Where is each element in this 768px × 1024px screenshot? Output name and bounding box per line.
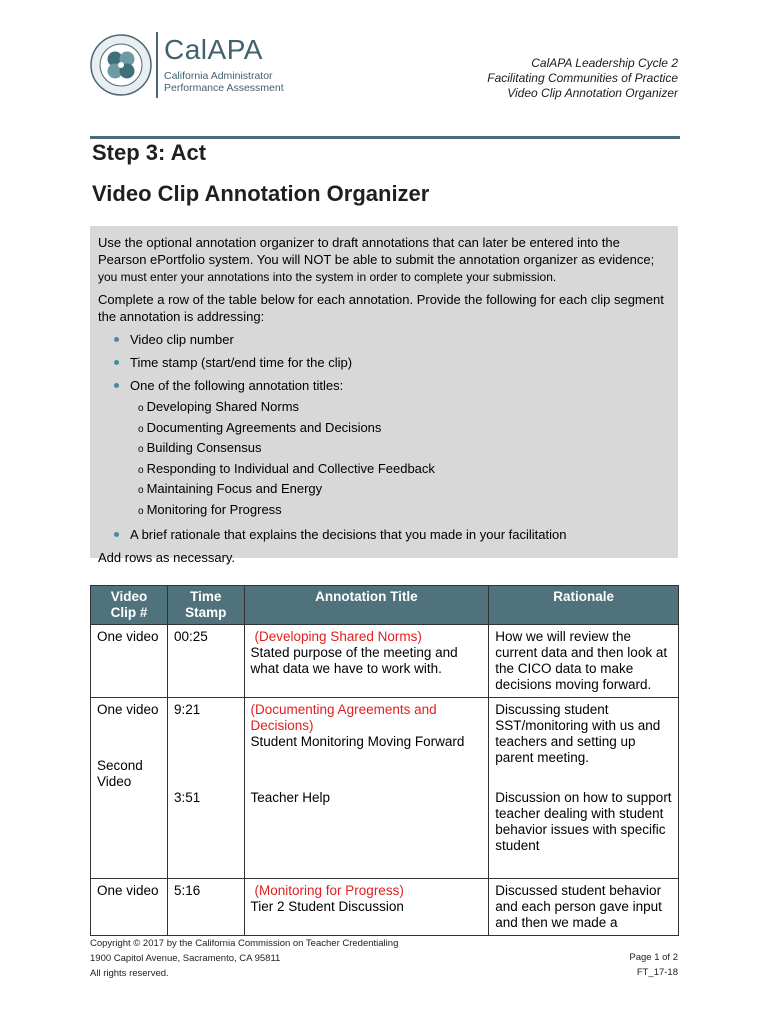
header-time-stamp: Time Stamp: [167, 586, 244, 625]
sub-list-item: [138, 501, 670, 521]
instructions-list: [98, 331, 670, 543]
list-item-text: One of the following annotation titles:: [130, 378, 344, 393]
bullet-icon: [114, 532, 119, 537]
list-item: [114, 526, 670, 543]
table-row: [91, 625, 679, 698]
clip-text: One video: [97, 702, 159, 717]
sub-bullet-icon: o: [138, 403, 144, 414]
rationale-text-2: Discussion on how to support teacher dealing with student behavior issues with specific student: [495, 790, 672, 853]
sub-list-item-text: Maintaining Focus and Energy: [146, 481, 323, 496]
header-info: [487, 56, 678, 101]
header-line-2: Facilitating Communities of Practice: [487, 71, 678, 85]
bullet-icon: [114, 383, 119, 388]
list-item: [114, 354, 670, 371]
instructions-paragraph-1: [98, 234, 670, 286]
spacer: [251, 750, 483, 790]
bullet-icon: [114, 360, 119, 365]
list-item-text: A brief rationale that explains the decisions that you made in your facilitation: [130, 527, 567, 542]
instructions-paragraph-3: Add rows as necessary.: [98, 550, 236, 565]
sub-list-item-text: Building Consensus: [146, 440, 262, 455]
sub-list-item-text: Developing Shared Norms: [146, 399, 300, 414]
cell-time: 00:25: [167, 625, 244, 698]
sub-bullet-icon: o: [138, 505, 144, 517]
logo-subtitle-1: California Administrator: [164, 70, 273, 82]
instructions-box: [90, 226, 678, 565]
cell-title: [244, 698, 489, 879]
header-line-1: CalAPA Leadership Cycle 2: [531, 56, 678, 70]
header-rule: [90, 136, 680, 139]
list-item: [114, 331, 670, 348]
instructions-p1-main: Use the optional annotation organizer to draft annotations that can later be entered into the Pearson ePortfolio system. You will NOT be able to submit the annotation organizer as evidence;: [98, 235, 655, 267]
calapa-seal-icon: [90, 34, 152, 96]
sub-bullet-icon: o: [138, 444, 144, 455]
bullet-icon: [114, 337, 119, 342]
annotation-title-label: (Developing Shared Norms): [254, 629, 422, 644]
annotation-table: [90, 585, 679, 936]
sub-list-item: [138, 460, 670, 480]
spacer: [495, 854, 672, 874]
time-text-2: 3:51: [173, 790, 201, 805]
cell-time: 5:16: [167, 879, 244, 936]
cell-rationale: How we will review the current data and then look at the CICO data to make decisions moving forward.: [489, 625, 679, 698]
logo-subtitle-2: Performance Assessment: [164, 82, 284, 94]
annotation-title-label: (Monitoring for Progress): [254, 883, 404, 898]
sub-list-item: [138, 480, 670, 500]
time-text: 9:21: [173, 702, 201, 717]
table-header-row: [91, 586, 679, 625]
sub-list-item: [138, 398, 670, 418]
annotation-titles-list: [130, 398, 670, 520]
sub-bullet-icon: o: [138, 423, 144, 435]
logo-divider: [156, 32, 158, 98]
list-item-text: Time stamp (start/end time for the clip): [130, 355, 353, 370]
calapa-logo: [90, 32, 284, 104]
header-video-clip: Video Clip #: [91, 586, 168, 625]
annotation-title-text-2: Teacher Help: [250, 790, 331, 805]
cell-clip: [91, 698, 168, 879]
footer-address: 1900 Capitol Avenue, Sacramento, CA 95811: [90, 953, 281, 964]
sub-list-item: [138, 419, 670, 439]
list-item: [114, 377, 670, 520]
table-row: [91, 698, 679, 879]
list-item-text: Video clip number: [130, 332, 234, 347]
cell-rationale: Discussed student behavior and each person gave input and then we made a: [489, 879, 679, 936]
clip-text-2: Second Video: [97, 758, 143, 789]
footer-rights: All rights reserved.: [90, 968, 169, 979]
cell-time: [167, 698, 244, 879]
sub-list-item-text: Monitoring for Progress: [146, 501, 282, 517]
cell-clip: One video: [91, 625, 168, 698]
sub-bullet-icon: o: [138, 485, 144, 496]
cell-title: [244, 879, 489, 936]
instructions-paragraph-2: Complete a row of the table below for each annotation. Provide the following for each clip segment the annotation is addressing:: [98, 292, 664, 324]
annotation-title-text: Tier 2 Student Discussion: [250, 899, 404, 914]
spacer: [97, 718, 161, 758]
header-line-3: Video Clip Annotation Organizer: [507, 86, 678, 100]
rationale-text: Discussing student SST/monitoring with us and teachers and setting up parent meeting.: [495, 702, 661, 765]
instructions-p1-small: you must enter your annotations into the system in order to complete your submission.: [98, 270, 557, 284]
sub-list-item: [138, 439, 670, 459]
table-row: [91, 879, 679, 936]
sub-list-item-text: Responding to Individual and Collective Feedback: [146, 460, 435, 476]
footer-page-info: [629, 950, 678, 980]
header-rationale: Rationale: [489, 586, 679, 625]
page-number: Page 1 of 2: [629, 952, 678, 963]
cell-clip: One video: [91, 879, 168, 936]
step-title: Step 3: Act: [92, 140, 207, 165]
sub-bullet-icon: o: [138, 464, 144, 476]
spacer: [495, 766, 672, 790]
annotation-title-label: (Documenting Agreements and Decisions): [250, 702, 437, 733]
footer-copyright: [90, 936, 398, 981]
spacer: [174, 718, 238, 790]
footer-copyright-line: Copyright © 2017 by the California Commission on Teacher Credentialing: [90, 938, 399, 949]
cell-rationale: [489, 698, 679, 879]
cell-title: [244, 625, 489, 698]
form-code: FT_17-18: [636, 967, 678, 978]
annotation-title-text: Student Monitoring Moving Forward: [250, 734, 465, 749]
annotation-title-text: Stated purpose of the meeting and what data we have to work with.: [250, 645, 458, 676]
header-annotation-title: Annotation Title: [244, 586, 489, 625]
logo-name: CalAPA: [164, 34, 263, 65]
page-title: Video Clip Annotation Organizer: [92, 181, 430, 206]
sub-list-item-text: Documenting Agreements and Decisions: [146, 419, 382, 435]
